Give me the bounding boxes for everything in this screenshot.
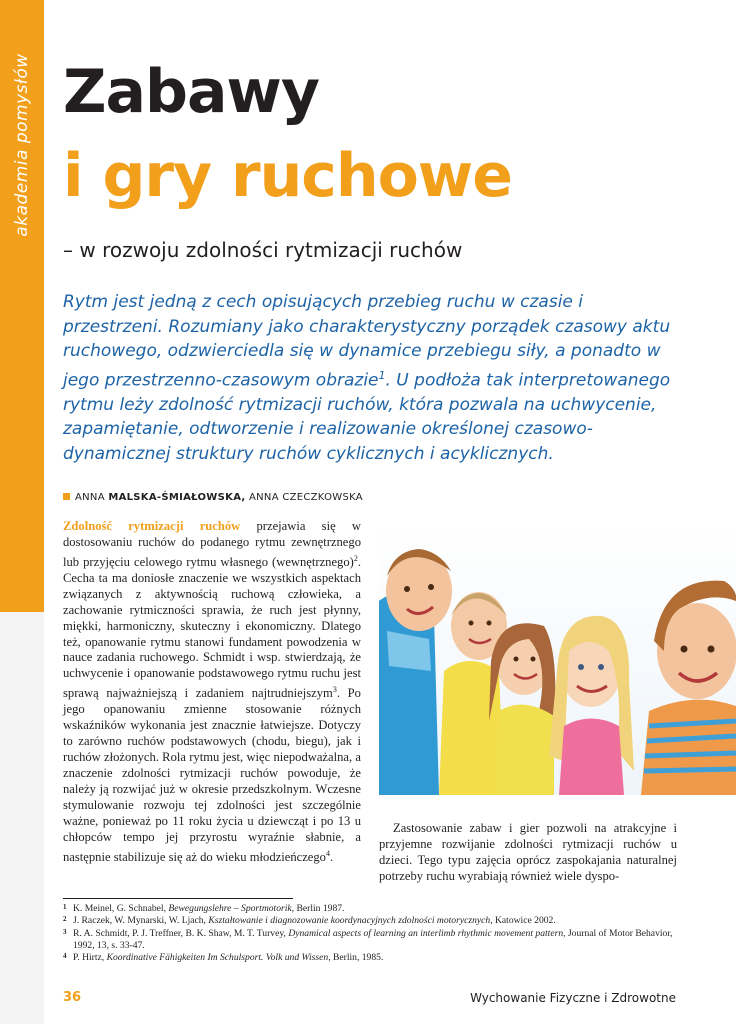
footnote-number: 3 [63,927,67,936]
title-line-2: i gry ruchowe [63,141,512,211]
square-bullet-icon [63,493,70,500]
footnote-authors: J. Raczek, W. Mynarski, W. Ljach, [73,915,209,927]
sidebar-band [0,0,44,612]
body-column-left [63,519,361,866]
footnote-source: , Katowice 2002. [490,915,556,927]
title-line-1: Zabawy [63,57,319,127]
footnote-authors: P. Hirtz, [73,952,107,964]
author-line [63,492,363,503]
body-text-4: . [329,849,334,864]
lead-in-phrase: Zdolność rytmizacji ruchów [63,519,241,533]
footnote-divider [63,898,293,899]
footnote-source: , Berlin, 1985. [328,952,384,964]
children-illustration [379,521,736,795]
lead-text-1: Rytm jest jedną z cech opisujących przebieg ruchu w czasie i przestrzeni. Rozumiany jako charakterystyczny porządek czasowy aktu ruchowego, odzwierciedla się w dynamice przebiegu siły, a ponadto w jego przestrzenno-czasowym obrazie [63,292,671,391]
author-2: ANNA CZECZKOWSKA [249,492,363,503]
body-text-3: . Po jego opanowaniu zmienne stosowanie różnych wskaźników wykonania jest znacznie łatwiejsze. Dotyczy to zarówno ruchów podstawowych (chodu, biegu), jak i ruchów złożonych. Rola rytmu jest, więc niepodważalna, a znaczenie zdolności rytmizacji ruchów powoduje, że należy ją rozwijać już w okresie przedszkolnym. Wczesne stymulowanie rozwoju tej zdolności jest szczególnie ważne, ponieważ po 11 roku życia u dziewcząt i po 13 u chłopców tempo jej przyrostu wyraźnie słabnie, a następnie stabilizuje się aż do wieku młodzieńczego [63,686,361,864]
footnote-authors: K. Meinel, G. Schnabel, [73,903,169,914]
footnote-number: 2 [63,915,67,924]
author-1-given: ANNA [75,492,105,503]
footnote-source: , Journal of Motor Behavior, 1992, 13, s. 33-47. [73,927,673,951]
footnote-item [63,952,683,964]
footnote-title: Bewegungslehre – Sportmotorik [168,903,292,914]
footnote-title: Koordinative Fähigkeiten Im Schulsport. Volk und Wissen [106,952,329,964]
footnote-item [63,928,683,953]
footnote-item [63,903,683,915]
author-1-surname: MALSKA-ŚMIAŁOWSKA, [108,492,246,503]
footnote-ref-4: 4 [325,848,330,858]
footnote-ref-2: 2 [353,553,358,563]
footnote-number: 1 [63,903,67,911]
subtitle: – w rozwoju zdolności rytmizacji ruchów [63,238,463,262]
footnotes [63,903,683,964]
footnote-item [63,915,683,927]
lead-text-2: . U podłoża tak interpretowanego rytmu leży zdolność rytmizacji ruchów, która pozwala na uchwycenie, zapamiętanie, odtworzenie i realizowanie określonej czasowo-dynamicznej struktury ruchów cyklicznych i acyklicznych. [63,370,671,464]
journal-title: Wychowanie Fizyczne i Zdrowotne [470,991,676,1005]
footnote-source: , Berlin 1987. [291,903,345,914]
page-number: 36 [63,990,82,1005]
footnote-number: 4 [63,952,67,961]
footnote-ref-3: 3 [332,685,337,695]
footnote-title: Kształtowanie i diagnozowanie koordynacyjnych zdolności motorycznych [208,915,491,927]
footnote-title: Dynamical aspects of learning an interlimb rhythmic movement pattern [288,927,564,939]
children-photo [379,521,736,795]
footnote-ref-1: 1 [378,368,386,382]
lead-paragraph [63,290,683,466]
margin-strip [0,612,44,1024]
footnote-authors: R. A. Schmidt, P. J. Treffner, B. K. Shaw, M. T. Turvey, [73,927,289,939]
body-text-2: . Cecha ta ma doniosłe znaczenie we wszystkich aspektach związanych z aktywnością ruchową człowieka, a zachowanie rytmiczności sprawia, że ruch jest płynny, miękki, harmoniczny, skuteczny i ekonomiczny. Dlatego też, opanowanie rytmu stanowi fundament powodzenia w nauce zadania ruchowego. Schmidt i wsp. stwierdzają, że uchwycenie i opanowanie podstawowego rytmu ruchu jest sprawą najważniejszą i zadaniem najtrudniejszym [63,555,361,701]
body-column-right: Zastosowanie zabaw i gier pozwoli na atrakcyjne i przyjemne rozwijanie zdolności rytmizacji ruchów u dzieci. Tego typu zajęcia oprócz zaspokajania naturalnej potrzeby ruchu wyrabiają również wiele dyspo- [379,821,677,883]
body-text-1: przejawia się w dostosowaniu ruchów do podanego rytmu zewnętrznego lub przyjęciu celowego rytmu własnego (wewnętrznego) [63,519,361,569]
section-label: akademia pomysłów [12,53,32,237]
